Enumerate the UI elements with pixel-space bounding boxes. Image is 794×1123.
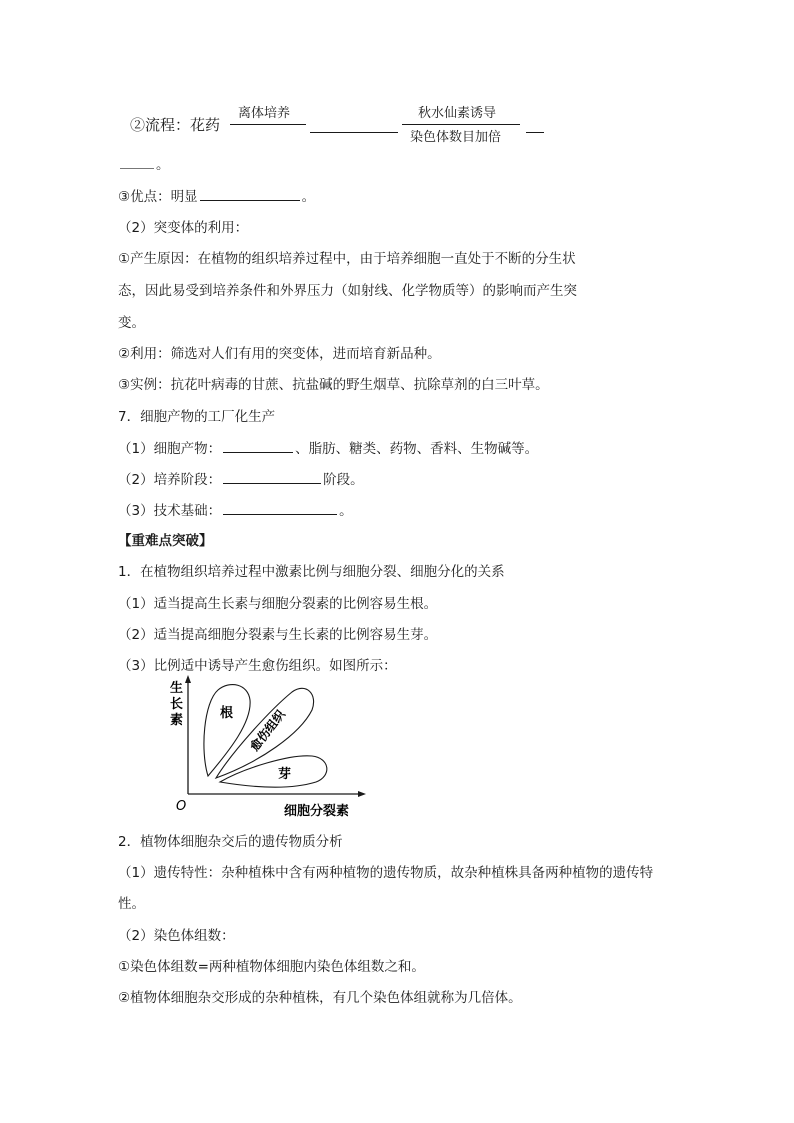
y-axis-label-1: 生 — [170, 681, 184, 696]
advantage-prefix: ③优点：明显 — [118, 189, 198, 205]
keypoint-2-a-line-1: （1）遗传特性：杂种植株中含有两种植物的遗传物质，故杂种植株具备两种植物的遗传特 — [118, 865, 654, 881]
hormone-ratio-diagram — [160, 672, 380, 822]
mutant-cause-line-2: 态，因此易受到培养条件和外界压力（如射线、化学物质等）的影响而产生突 — [118, 283, 577, 299]
keypoint-2-b: （2）染色体组数： — [118, 928, 235, 944]
x-axis-label: 细胞分裂素 — [284, 804, 350, 819]
keypoint-2-a-line-2: 性。 — [118, 896, 145, 912]
y-axis-label-3: 素 — [170, 713, 184, 728]
flow-arrow-1 — [230, 124, 306, 125]
section7-item1-suffix: 、脂肪、糖类、药物、香料、生物碱等。 — [295, 441, 539, 457]
section7-item-1 — [118, 438, 538, 459]
flow-blank-1 — [310, 132, 398, 133]
flow-arrow-2 — [402, 124, 520, 125]
advantage-line — [118, 186, 315, 207]
keypoint-2-title: 2．植物体细胞杂交后的遗传物质分析 — [118, 834, 343, 850]
flow-continuation — [118, 154, 170, 175]
mutant-heading: （2）突变体的利用： — [118, 220, 249, 236]
section7-item-3 — [118, 500, 353, 521]
section7-item3-blank — [223, 500, 337, 515]
root-label: 根 — [220, 706, 234, 721]
advantage-blank — [200, 186, 300, 201]
advantage-suffix: 。 — [301, 189, 316, 205]
y-axis-label-2: 长 — [170, 697, 184, 712]
bud-region — [220, 756, 327, 787]
keypoint-2-b2: ②植物体细胞杂交形成的杂种植株，有几个染色体组就称为几倍体。 — [118, 990, 522, 1006]
flow-arrow2-bottom-label: 染色体数目加倍 — [410, 130, 502, 145]
x-axis-arrow — [358, 791, 366, 797]
callus-label: 愈伤组织 — [247, 707, 288, 754]
keypoints-heading: 【重难点突破】 — [118, 533, 213, 549]
flow-blank-2 — [120, 154, 154, 169]
section7-heading: 7．细胞产物的工厂化生产 — [118, 409, 276, 425]
keypoint-1-a: （1）适当提高生长素与细胞分裂素的比例容易生根。 — [118, 596, 438, 612]
mutant-cause-line-3: 变。 — [118, 315, 145, 331]
origin-label: O — [176, 799, 187, 814]
flow-arrow1-top-label: 离体培养 — [238, 106, 291, 121]
keypoint-1-c: （3）比例适中诱导产生愈伤组织。如图所示： — [118, 658, 397, 674]
flow-tail-line — [526, 132, 544, 133]
flow-arrow2-top-label: 秋水仙素诱导 — [418, 106, 497, 121]
section7-item1-prefix: （1）细胞产物： — [118, 441, 222, 457]
culture-flow — [118, 98, 678, 158]
section7-item3-suffix: 。 — [339, 503, 353, 519]
mutant-cause-line-1: ①产生原因：在植物的组织培养过程中，由于培养细胞一直处于不断的分生状 — [118, 251, 576, 267]
flow-step-label: ②流程：花药 — [130, 116, 221, 134]
section7-item2-prefix: （2）培养阶段： — [118, 472, 222, 488]
section7-item1-blank — [223, 438, 293, 453]
flow-tail-period: 。 — [156, 157, 170, 173]
section7-item2-suffix: 阶段。 — [323, 472, 364, 488]
section7-item2-blank — [223, 469, 321, 484]
keypoint-1-b: （2）适当提高细胞分裂素与生长素的比例容易生芽。 — [118, 627, 438, 643]
section7-item-2 — [118, 469, 364, 490]
mutant-use: ②利用：筛选对人们有用的突变体，进而培育新品种。 — [118, 346, 441, 362]
keypoint-1-title: 1．在植物组织培养过程中激素比例与细胞分裂、细胞分化的关系 — [118, 564, 505, 580]
keypoint-2-b1: ①染色体组数=两种植物体细胞内染色体组数之和。 — [118, 959, 425, 975]
section7-item3-prefix: （3）技术基础： — [118, 503, 222, 519]
bud-label: 芽 — [278, 767, 292, 782]
mutant-example: ③实例：抗花叶病毒的甘蔗、抗盐碱的野生烟草、抗除草剂的白三叶草。 — [118, 377, 549, 393]
y-axis-arrow — [185, 675, 191, 683]
